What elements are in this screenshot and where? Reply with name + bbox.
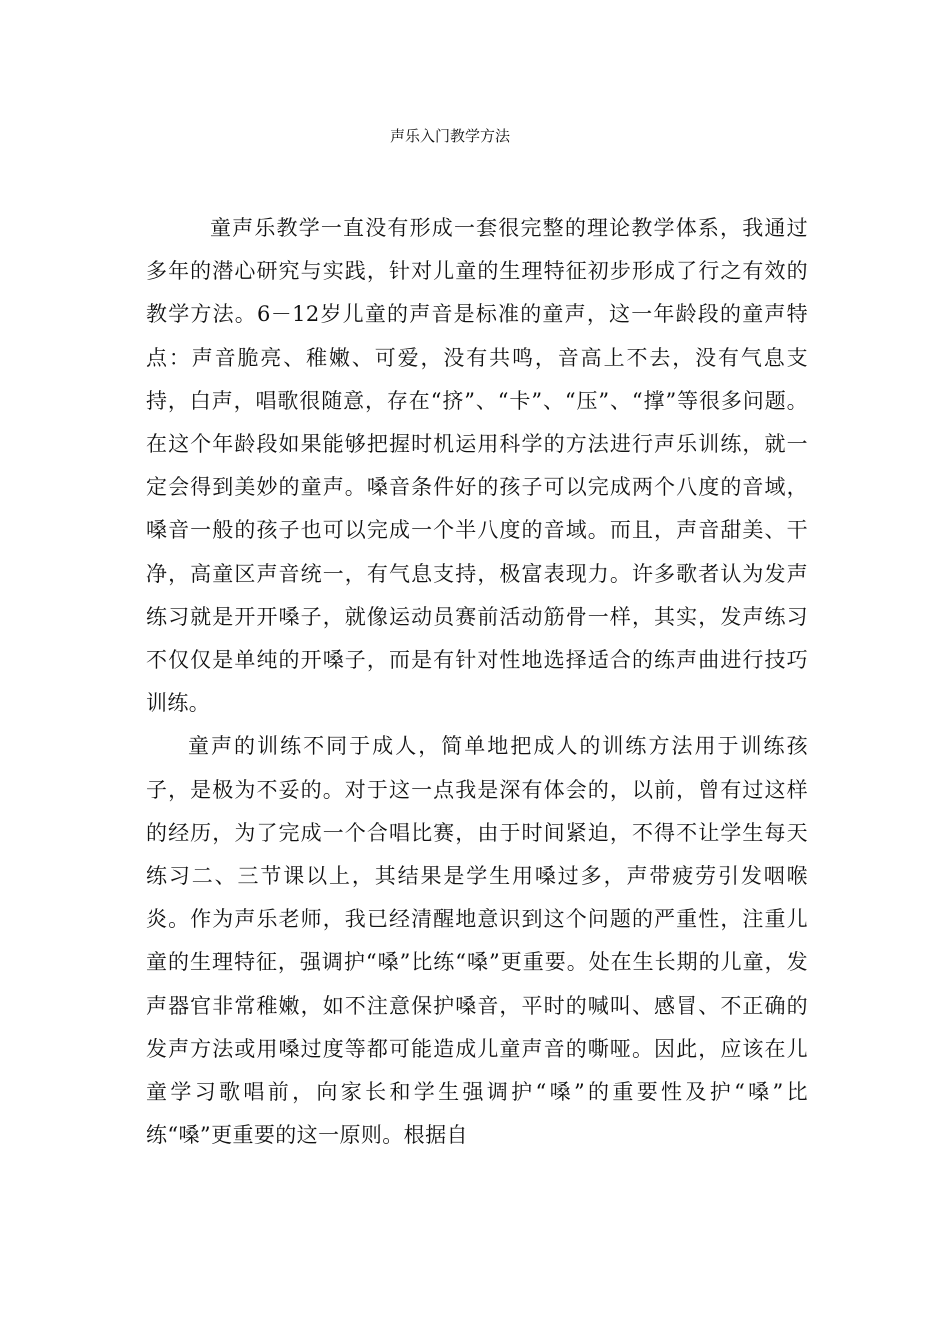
document-body (146, 207, 808, 1157)
paragraph-1: 童声乐教学一直没有形成一套很完整的理论教学体系，我通过多年的潜心研究与实践，针对儿童的生理特征初步形成了行之有效的教学方法。6－12岁儿童的声音是标准的童声，这一年龄段的童声特点：声音脆亮、稚嫩、可爱，没有共鸣，音高上不去，没有气息支持，白声，唱歌很随意，存在“挤”、“卡”、“压”、“撑”等很多问题。在这个年龄段如果能够把握时机运用科学的方法进行声乐训练，就一定会得到美妙的童声。嗓音条件好的孩子可以完成两个八度的音域，嗓音一般的孩子也可以完成一个半八度的音域。而且，声音甜美、干净，高童区声音统一，有气息支持，极富表现力。许多歌者认为发声练习就是开开嗓子，就像运动员赛前活动筋骨一样，其实，发声练习不仅仅是单纯的开嗓子，而是有针对性地选择适合的练声曲进行技巧训练。 (146, 216, 808, 716)
document-title: 声乐入门教学方法 (389, 127, 510, 145)
paragraph-2: 童声的训练不同于成人，简单地把成人的训练方法用于训练孩子，是极为不妥的。对于这一点我是深有体会的，以前，曾有过这样的经历，为了完成一个合唱比赛，由于时间紧迫，不得不让学生每天练习二、三节课以上，其结果是学生用嗓过多，声带疲劳引发咽喉炎。作为声乐老师，我已经清醒地意识到这个问题的严重性，注重儿童的生理特征，强调护“嗓”比练“嗓”更重要。处在生长期的儿童，发声器官非常稚嫩，如不注意保护嗓音，平时的喊叫、感冒、不正确的发声方法或用嗓过度等都可能造成儿童声音的嘶哑。因此，应该在儿童学习歌唱前，向家长和学生强调护“嗓”的重要性及护“嗓”比练“嗓”更重要的这一原则。根据自 (146, 734, 808, 1148)
